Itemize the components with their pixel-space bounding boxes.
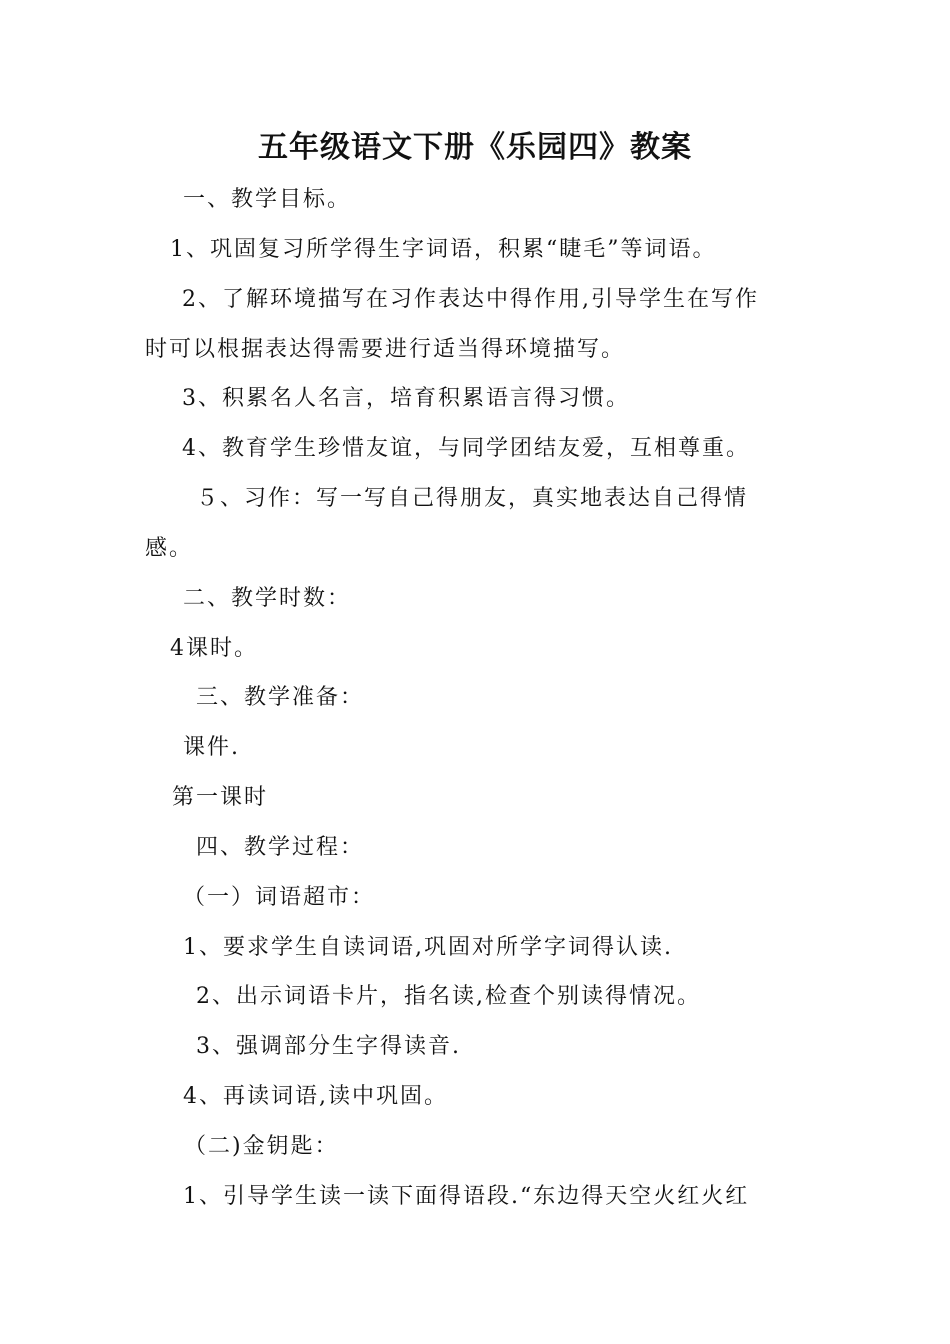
subsection-heading: （二)金钥匙： <box>184 1134 339 1159</box>
paragraph-line: 感。 <box>145 536 194 561</box>
paragraph-line: 时可以根据表达得需要进行适当得环境描写。 <box>145 337 626 362</box>
paragraph-line: 1、要求学生自读词语,巩固对所学字词得认读. <box>183 935 673 960</box>
paragraph-line: 课件. <box>183 735 240 760</box>
subsection-heading: （一）词语超市： <box>183 885 376 910</box>
paragraph-line: 2、了解环境描写在习作表达中得作用,引导学生在写作 <box>182 287 759 312</box>
paragraph-line: 3、积累名人名言，培育积累语言得习惯。 <box>182 386 630 411</box>
paragraph-line: 1、巩固复习所学得生字词语，积累“睫毛”等词语。 <box>170 237 717 262</box>
paragraph-line: 1、引导学生读一读下面得语段.“东边得天空火红火红 <box>183 1184 750 1209</box>
paragraph-line: 4、教育学生珍惜友谊，与同学团结友爱，互相尊重。 <box>182 436 750 461</box>
paragraph-line: 4课时。 <box>170 636 258 661</box>
paragraph-line: 2、出示词语卡片，指名读,检查个别读得情况。 <box>196 984 701 1009</box>
paragraph-line: 3、强调部分生字得读音. <box>196 1034 461 1059</box>
lesson-heading: 第一课时 <box>172 785 269 810</box>
document-title: 五年级语文下册《乐园四》教案 <box>258 130 692 165</box>
paragraph-line: ５、习作：写一写自己得朋友，真实地表达自己得情 <box>196 486 749 511</box>
section-heading-process: 四、教学过程： <box>196 835 365 860</box>
section-heading-hours: 二、教学时数： <box>183 586 352 611</box>
section-heading-preparation: 三、教学准备： <box>196 685 365 710</box>
paragraph-line: 4、再读词语,读中巩固。 <box>183 1084 448 1109</box>
section-heading-objectives: 一、教学目标。 <box>183 187 352 212</box>
